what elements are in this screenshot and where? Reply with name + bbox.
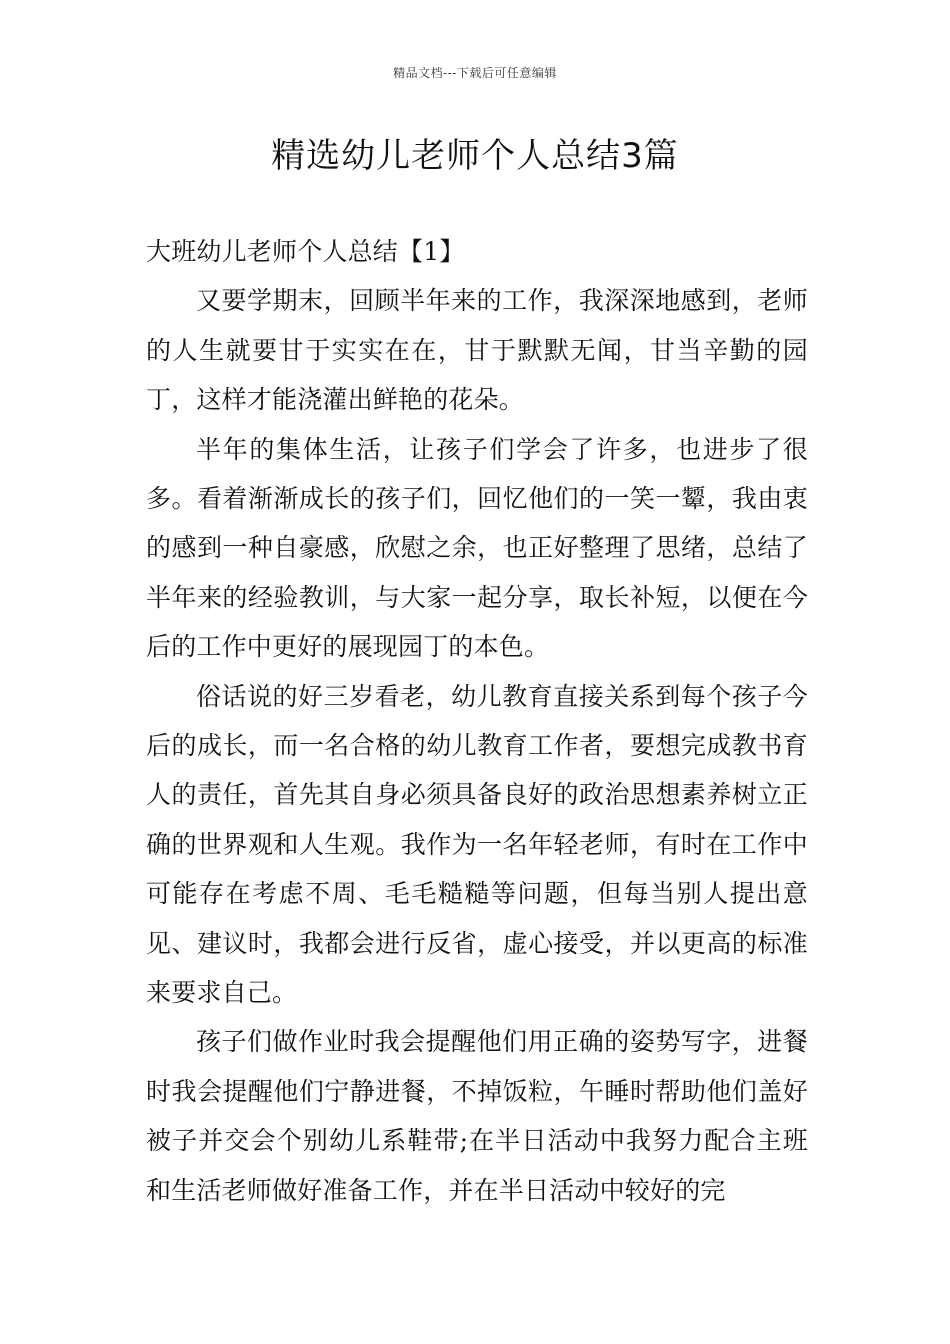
document-title: 精选幼儿老师个人总结3篇	[271, 136, 679, 176]
paragraph-3: 俗话说的好三岁看老，幼儿教育直接关系到每个孩子今后的成长，而一名合格的幼儿教育工作者，要想完成教书育人的责任，首先其自身必须具备良好的政治思想素养树立正确的世界观和人生观。我作为一名年轻老师，有时在工作中可能存在考虑不周、毛毛糙糙等问题，但每当别人提出意见、建议时，我都会进行反省，虚心接受，并以更高的标准来要求自己。	[146, 681, 808, 1008]
paragraph-4: 孩子们做作业时我会提醒他们用正确的姿势写字，进餐时我会提醒他们宁静进餐，不掉饭粒，午睡时帮助他们盖好被子并交会个别幼儿系鞋带;在半日活动中我努力配合主班和生活老师做好准备工作，并在半日活动中较好的完	[146, 1027, 808, 1205]
paragraph-1: 又要学期末，回顾半年来的工作，我深深地感到，老师的人生就要甘于实实在在，甘于默默无闻，甘当辛勤的园丁，这样才能浇灌出鲜艳的花朵。	[146, 286, 808, 415]
document-body	[146, 227, 808, 1215]
section-heading: 大班幼儿老师个人总结【1】	[146, 237, 465, 266]
header-note: 精品文档---下载后可任意编辑	[393, 66, 557, 80]
paragraph-2: 半年的集体生活，让孩子们学会了许多，也进步了很多。看着渐渐成长的孩子们，回忆他们的一笑一颦，我由衷的感到一种自豪感，欣慰之余，也正好整理了思绪，总结了半年来的经验教训，与大家一起分享，取长补短，以便在今后的工作中更好的展现园丁的本色。	[146, 434, 808, 662]
